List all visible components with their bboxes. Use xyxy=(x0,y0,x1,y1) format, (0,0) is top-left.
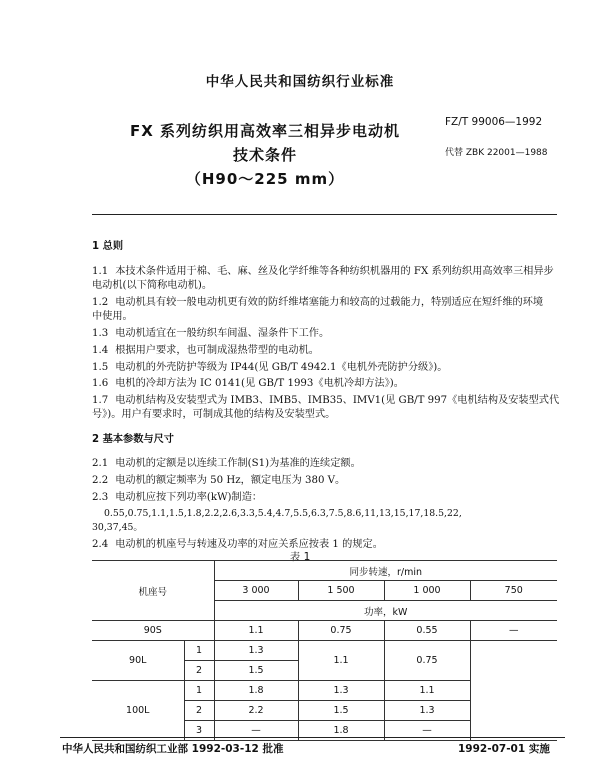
table-cell: 1 xyxy=(184,641,214,661)
table-cell: 0.55 xyxy=(384,621,470,641)
item-number: 1.3 xyxy=(92,328,109,339)
table-cell: 1.1 xyxy=(384,681,470,701)
table-cell: 1.1 xyxy=(214,621,298,641)
item-text: 电动机的外壳防护等级为 IP44(见 GB/T 4942.1《电机外壳防护分级》)。 xyxy=(115,362,448,373)
frame-90S: 90S xyxy=(92,621,214,641)
table-cell: 1.1 xyxy=(298,641,384,681)
item-text: 电动机具有较一般电动机更有效的防纤维堵塞能力和较高的过载能力，特别适应在短纤维的环境 xyxy=(115,297,544,308)
item-1-2 xyxy=(92,296,557,309)
item-2-2 xyxy=(92,474,557,487)
power-list-line2: 30,37,45。 xyxy=(92,522,143,533)
item-1-1 xyxy=(92,265,557,278)
item-number: 1.5 xyxy=(92,362,109,373)
table-cell: 1.8 xyxy=(214,681,298,701)
item-text: 电动机结构及安装型式为 IMB3、IMB5、IMB35、IMV1(见 GB/T 997《电机结构及安装型式代 xyxy=(115,395,560,406)
table-row xyxy=(92,621,557,641)
item-1-7 xyxy=(92,394,560,407)
speed-750: 750 xyxy=(470,581,557,601)
table-cell: 2.2 xyxy=(214,701,298,721)
item-number: 1.2 xyxy=(92,297,109,308)
item-1-5 xyxy=(92,361,557,374)
table-cell: — xyxy=(470,621,557,641)
item-1-6 xyxy=(92,377,557,390)
item-text: 电机的冷却方法为 IC 0141(见 GB/T 1993《电机冷却方法》)。 xyxy=(115,378,404,389)
table-cell: 0.75 xyxy=(384,641,470,681)
table-cell: — xyxy=(214,721,298,741)
item-number: 1.4 xyxy=(92,345,109,356)
item-text: 电动机的机座号与转速及功率的对应关系应按表 1 的规定。 xyxy=(115,539,383,550)
table-cell: 1.3 xyxy=(214,641,298,661)
item-2-1 xyxy=(92,457,557,470)
item-text: 电动机的定额是以连续工作制(S1)为基准的连续定额。 xyxy=(115,458,361,469)
item-text: 本技术条件适用于棉、毛、麻、丝及化学纤维等各种纺织机器用的 FX 系列纺织用高效率三相异步 xyxy=(115,266,554,277)
item-1-2-cont: 中使用。 xyxy=(92,311,133,322)
footer-divider xyxy=(60,737,565,738)
table-cell: 1.3 xyxy=(298,681,384,701)
section2-heading: 2 基本参数与尺寸 xyxy=(92,434,174,445)
item-number: 1.6 xyxy=(92,378,109,389)
frame-speed-power-table xyxy=(92,560,557,741)
item-number: 2.4 xyxy=(92,539,109,550)
item-1-4 xyxy=(92,344,557,357)
approval-date: 中华人民共和国纺织工业部 1992-03-12 批准 xyxy=(62,743,284,755)
item-text: 电动机应按下列功率(kW)制造： xyxy=(115,492,263,503)
table-cell: 1.3 xyxy=(384,701,470,721)
section1-heading: 1 总则 xyxy=(92,241,124,252)
doc-title-line1: FX 系列纺织用高效率三相异步电动机 xyxy=(129,122,401,140)
standard-title: 中华人民共和国纺织行业标准 xyxy=(205,74,395,90)
power-list-line1: 0.55,0.75,1.1,1.5,1.8,2.2,2.6,3.3,5.4,4.7,5.5,6.3,7.5,8.6,11,13,15,17,18.5,22, xyxy=(104,508,462,519)
table-cell: 3 xyxy=(184,721,214,741)
item-1-3 xyxy=(92,327,557,340)
item-number: 1.7 xyxy=(92,395,109,406)
item-number: 1.1 xyxy=(92,266,109,277)
frame-100L: 100L xyxy=(92,681,184,741)
item-1-7-cont: 号》)。用户有要求时，可制成其他的结构及安装型式。 xyxy=(92,409,336,420)
item-2-3 xyxy=(92,491,557,504)
item-number: 2.1 xyxy=(92,458,109,469)
power-label: 功率，kW xyxy=(214,601,557,621)
replaces-code: 代替 ZBK 22001—1988 xyxy=(445,148,548,158)
doc-title-line2: 技术条件 xyxy=(232,146,297,164)
frame-label: 机座号 xyxy=(92,561,214,621)
table-cell: 1.8 xyxy=(298,721,384,741)
speed-label: 同步转速，r/min xyxy=(214,561,557,581)
table-cell-empty xyxy=(470,641,557,741)
header-divider xyxy=(92,214,557,215)
table-cell: 1.5 xyxy=(298,701,384,721)
speed-1000: 1 000 xyxy=(384,581,470,601)
item-number: 2.3 xyxy=(92,492,109,503)
speed-1500: 1 500 xyxy=(298,581,384,601)
doc-title-line3: （H90～225 mm） xyxy=(185,170,345,188)
table-row xyxy=(92,641,557,661)
item-text: 电动机适宜在一般纺织车间温、湿条件下工作。 xyxy=(115,328,330,339)
table-cell: 2 xyxy=(184,701,214,721)
frame-90L: 90L xyxy=(92,641,184,681)
table-cell: 2 xyxy=(184,661,214,681)
table-cell: 0.75 xyxy=(298,621,384,641)
standard-code: FZ/T 99006—1992 xyxy=(445,116,543,128)
speed-3000: 3 000 xyxy=(214,581,298,601)
table-cell: 1 xyxy=(184,681,214,701)
table-cell: 1.5 xyxy=(214,661,298,681)
item-number: 2.2 xyxy=(92,475,109,486)
item-text: 根据用户要求，也可制成湿热带型的电动机。 xyxy=(115,345,319,356)
table-cell: — xyxy=(384,721,470,741)
table-caption: 表 1 xyxy=(289,551,311,563)
item-1-1-cont: 电动机(以下简称电动机)。 xyxy=(92,280,213,291)
effective-date: 1992-07-01 实施 xyxy=(458,743,550,755)
item-text: 电动机的额定频率为 50 Hz，额定电压为 380 V。 xyxy=(115,475,346,486)
table-header-row xyxy=(92,561,557,581)
